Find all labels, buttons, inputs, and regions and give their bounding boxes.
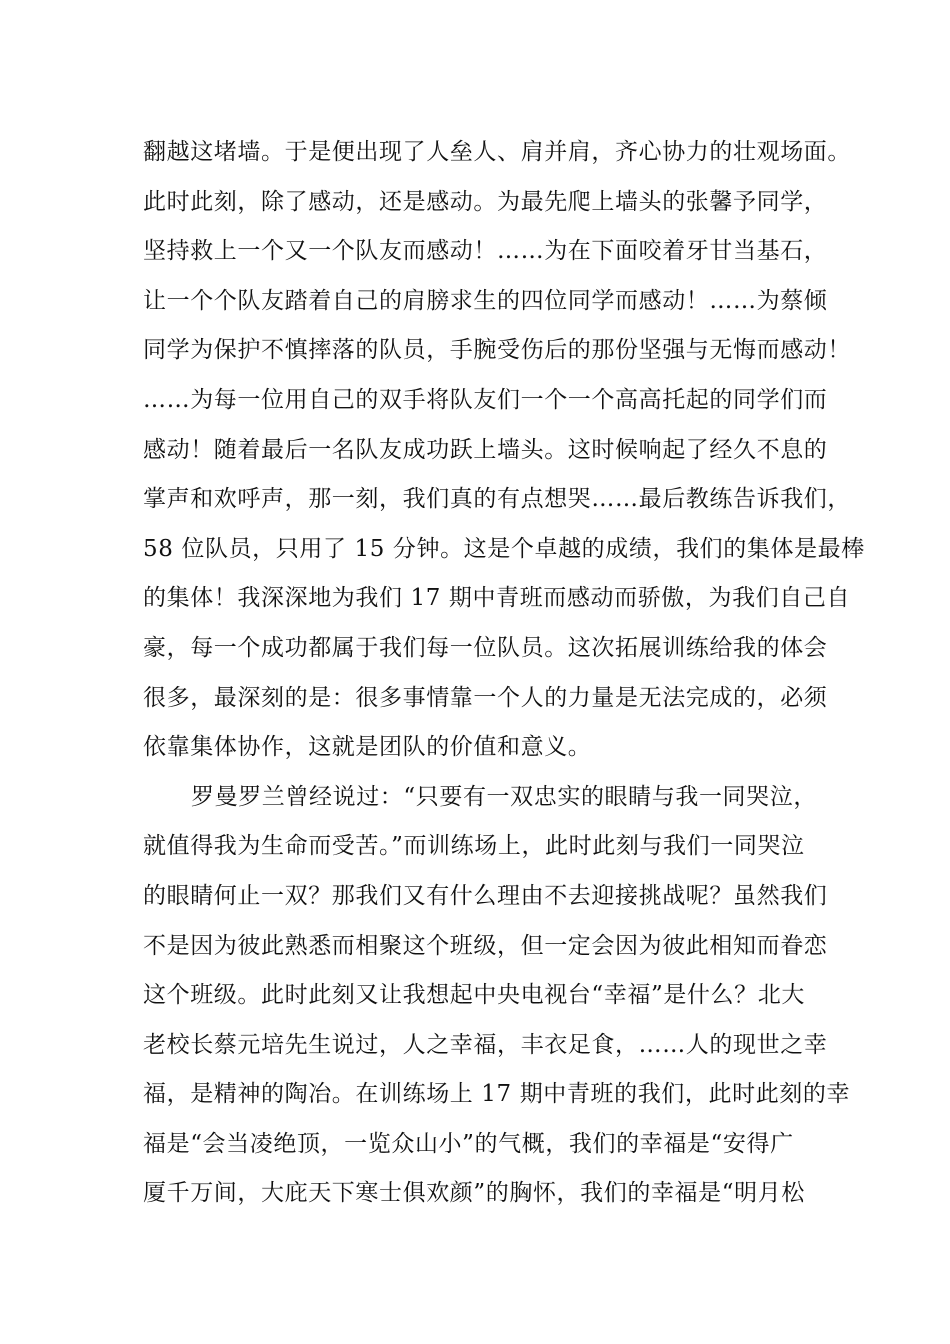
text-line: 坚持救上一个又一个队友而感动！……为在下面咬着牙甘当基石，: [143, 238, 828, 265]
text-line: 福是“会当凌绝顶，一览众山小”的气概，我们的幸福是“安得广: [143, 1130, 794, 1157]
text-line: 此时此刻，除了感动，还是感动。为最先爬上墙头的张馨予同学，: [143, 188, 828, 215]
text-line: 就值得我为生命而受苦。”而训练场上，此时此刻与我们一同哭泣: [143, 833, 805, 860]
text-line: 这个班级。此时此刻又让我想起中央电视台“幸福”是什么？北大: [143, 982, 805, 1009]
body-text: [143, 128, 865, 1219]
text-line: 同学为保护不慎摔落的队员，手腕受伤后的那份坚强与无悔而感动！: [143, 337, 851, 364]
text-line: 厦千万间，大庇天下寒士俱欢颜”的胸怀，我们的幸福是“明月松: [143, 1180, 805, 1207]
text-line: 58 位队员，只用了 15 分钟。这是个卓越的成绩，我们的集体是最棒: [143, 535, 865, 562]
text-line: 老校长蔡元培先生说过，人之幸福，丰衣足食，……人的现世之幸: [143, 1031, 828, 1058]
text-line: 的眼睛何止一双？那我们又有什么理由不去迎接挑战呢？虽然我们: [143, 882, 828, 909]
text-line: 翻越这堵墙。于是便出现了人垒人、肩并肩，齐心协力的壮观场面。: [143, 139, 851, 165]
text-line: 依靠集体协作，这就是团队的价值和意义。: [143, 734, 592, 761]
text-line: 豪，每一个成功都属于我们每一位队员。这次拓展训练给我的体会: [143, 634, 828, 661]
text-line: 掌声和欢呼声，那一刻，我们真的有点想哭……最后教练告诉我们，: [143, 486, 851, 513]
paragraph-first-line: 罗曼罗兰曾经说过：“只要有一双忠实的眼睛与我一同哭泣，: [191, 783, 817, 810]
text-line: 感动！随着最后一名队友成功跃上墙头。这时候响起了经久不息的: [143, 436, 828, 463]
text-line: 不是因为彼此熟悉而相聚这个班级，但一定会因为彼此相知而眷恋: [143, 932, 828, 959]
text-line: 很多，最深刻的是：很多事情靠一个人的力量是无法完成的，必须: [143, 684, 828, 711]
text-line: 福，是精神的陶冶。在训练场上 17 期中青班的我们，此时此刻的幸: [143, 1081, 851, 1108]
text-line: ……为每一位用自己的双手将队友们一个一个高高托起的同学们而: [143, 386, 828, 413]
text-line: 让一个个队友踏着自己的肩膀求生的四位同学而感动！……为蔡倾: [143, 287, 828, 314]
text-line: 的集体！我深深地为我们 17 期中青班而感动而骄傲，为我们自己自: [143, 585, 851, 612]
